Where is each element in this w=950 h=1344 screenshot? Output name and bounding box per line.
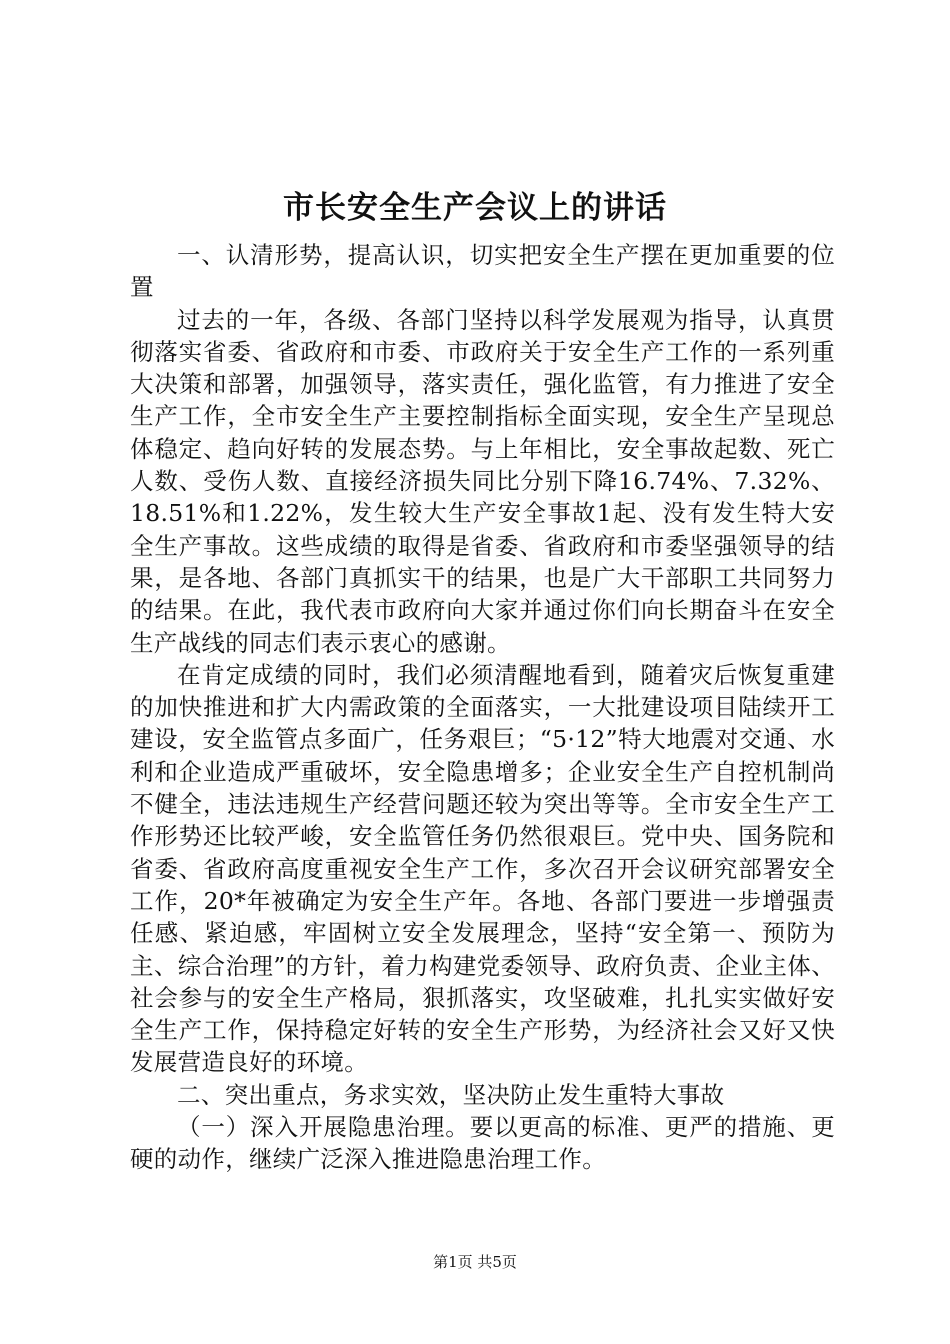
subsection-paragraph: （一）深入开展隐患治理。要以更高的标准、更严的措施、更硬的动作，继续广泛深入推进隐患治理工作。 bbox=[130, 1113, 835, 1174]
section-heading-2: 二、突出重点，务求实效，坚决防止发生重特大事故 bbox=[177, 1080, 725, 1109]
document-title: 市长安全生产会议上的讲话 bbox=[283, 190, 667, 226]
body-paragraph: 过去的一年，各级、各部门坚持以科学发展观为指导，认真贯彻落实省委、省政府和市委、市政府关于安全生产工作的一系列重大决策和部署，加强领导，落实责任，强化监管，有力推进了安全生产工作，全市安全生产主要控制指标全面实现，安全生产呈现总体稳定、趋向好转的发展态势。与上年相比，安全事故起数、死亡人数、受伤人数、直接经济损失同比分别下降16.74%、7.32%、18.51%和1.22%，发生较大生产安全事故1起、没有发生特大安全生产事故。这些成绩的取得是省委、省政府和市委坚强领导的结果，是各地、各部门真抓实干的结果，也是广大干部职工共同努力的结果。在此，我代表市政府向大家并通过你们向长期奋斗在安全生产战线的同志们表示衷心的感谢。 bbox=[130, 305, 835, 657]
page-footer: 第1页 共5页 bbox=[433, 1253, 517, 1271]
section-heading-1: 一、认清形势，提高认识，切实把安全生产摆在更加重要的位置 bbox=[130, 241, 835, 302]
body-paragraph: 在肯定成绩的同时，我们必须清醒地看到，随着灾后恢复重建的加快推进和扩大内需政策的全面落实，一大批建设项目陆续开工建设，安全监管点多面广，任务艰巨；“5·12”特大地震对交通、水利和企业造成严重破坏，安全隐患增多；企业安全生产自控机制尚不健全，违法违规生产经营问题还较为突出等等。全市安全生产工作形势还比较严峻，安全监管任务仍然很艰巨。党中央、国务院和省委、省政府高度重视安全生产工作，多次召开会议研究部署安全工作，20*年被确定为安全生产年。各地、各部门要进一步增强责任感、紧迫感，牢固树立安全发展理念，坚持“安全第一、预防为主、综合治理”的方针，着力构建党委领导、政府负责、企业主体、社会参与的安全生产格局，狠抓落实，攻坚破难，扎扎实实做好安全生产工作，保持稳定好转的安全生产形势，为经济社会又好又快发展营造良好的环境。 bbox=[130, 660, 835, 1077]
document-body bbox=[130, 239, 835, 1176]
